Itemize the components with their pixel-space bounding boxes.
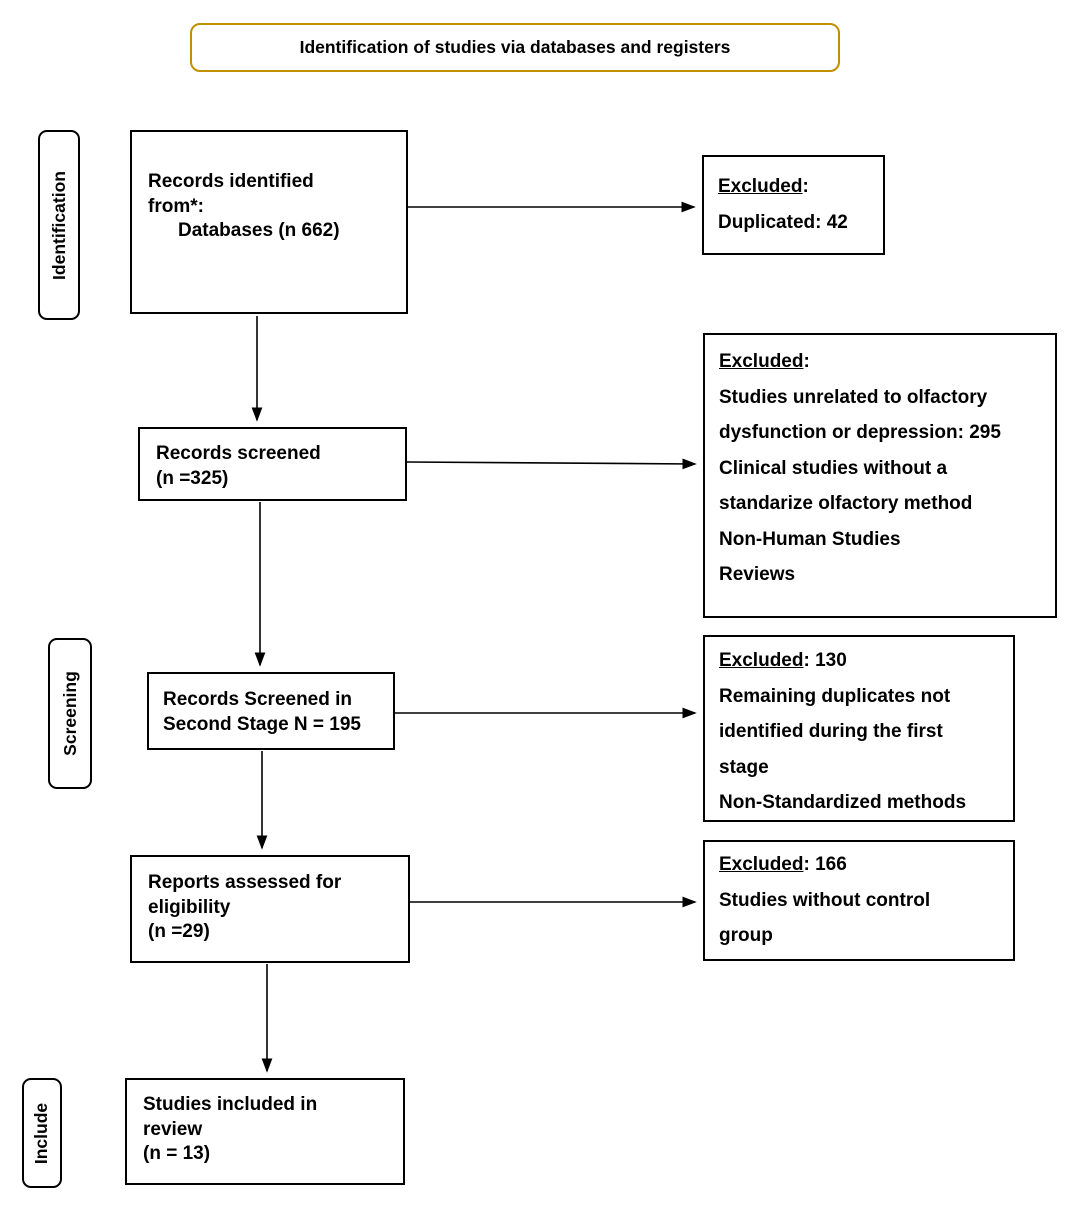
excluded-line: Studies unrelated to olfactory — [719, 386, 988, 408]
diagram-title: Identification of studies via databases and registers — [299, 37, 731, 57]
excluded-box-remaining-duplicates — [703, 635, 1015, 822]
arrow-screened-to-unrelated — [407, 462, 695, 464]
excluded-line: standarize olfactory method — [719, 493, 973, 514]
stage-label-include — [22, 1078, 62, 1188]
excluded-box-duplicated — [702, 155, 885, 255]
flow-box-line: from*: — [148, 195, 204, 217]
stage-label-identification — [38, 130, 80, 320]
excluded-box-unrelated-studies — [703, 333, 1057, 618]
excluded-line: Non-Standardized methods — [719, 792, 967, 813]
flow-box-line: Records Screened in — [163, 689, 353, 710]
stage-label-include-text: Include — [31, 1102, 52, 1164]
stage-label-identification-text: Identification — [48, 170, 69, 280]
flow-box-line: Reports assessed for — [148, 872, 342, 893]
excluded-heading: Excluded: — [719, 351, 810, 372]
flow-box-line: eligibility — [148, 896, 231, 918]
flow-box-studies-included — [125, 1078, 405, 1185]
flow-box-line: Studies included in — [143, 1094, 318, 1115]
flow-box-line: (n =29) — [148, 921, 210, 942]
excluded-line: Duplicated: 42 — [718, 211, 848, 233]
excluded-heading: Excluded: 166 — [719, 854, 847, 875]
excluded-line: Clinical studies without a — [719, 457, 948, 479]
excluded-line: Studies without control — [719, 889, 931, 911]
stage-label-screening — [48, 638, 92, 789]
flow-box-line: review — [143, 1118, 203, 1140]
flow-box-records-identified — [130, 130, 408, 314]
flow-box-line: Databases (n 662) — [178, 220, 340, 241]
flow-box-line: Records screened — [156, 443, 321, 464]
flow-box-reports-assessed — [130, 855, 410, 963]
excluded-line: Non-Human Studies — [719, 528, 901, 550]
excluded-line: stage — [719, 756, 769, 778]
flow-box-line: (n = 13) — [143, 1143, 211, 1164]
flow-box-records-screened — [138, 427, 407, 501]
excluded-line: Remaining duplicates not — [719, 685, 951, 707]
excluded-box-no-control-group — [703, 840, 1015, 961]
excluded-line: dysfunction or depression: 295 — [719, 422, 1001, 443]
excluded-line: Reviews — [719, 564, 796, 585]
flow-box-line: Second Stage N = 195 — [163, 713, 361, 735]
excluded-line: identified during the first — [719, 721, 943, 742]
excluded-heading: Excluded: 130 — [719, 650, 847, 671]
flow-box-second-stage-screening — [147, 672, 395, 750]
excluded-line: group — [719, 925, 773, 946]
flow-box-line: (n =325) — [156, 467, 229, 489]
excluded-heading: Excluded: — [718, 176, 809, 197]
flow-box-line: Records identified — [148, 171, 314, 192]
diagram-title-box — [190, 23, 840, 72]
stage-label-screening-text: Screening — [59, 671, 80, 756]
